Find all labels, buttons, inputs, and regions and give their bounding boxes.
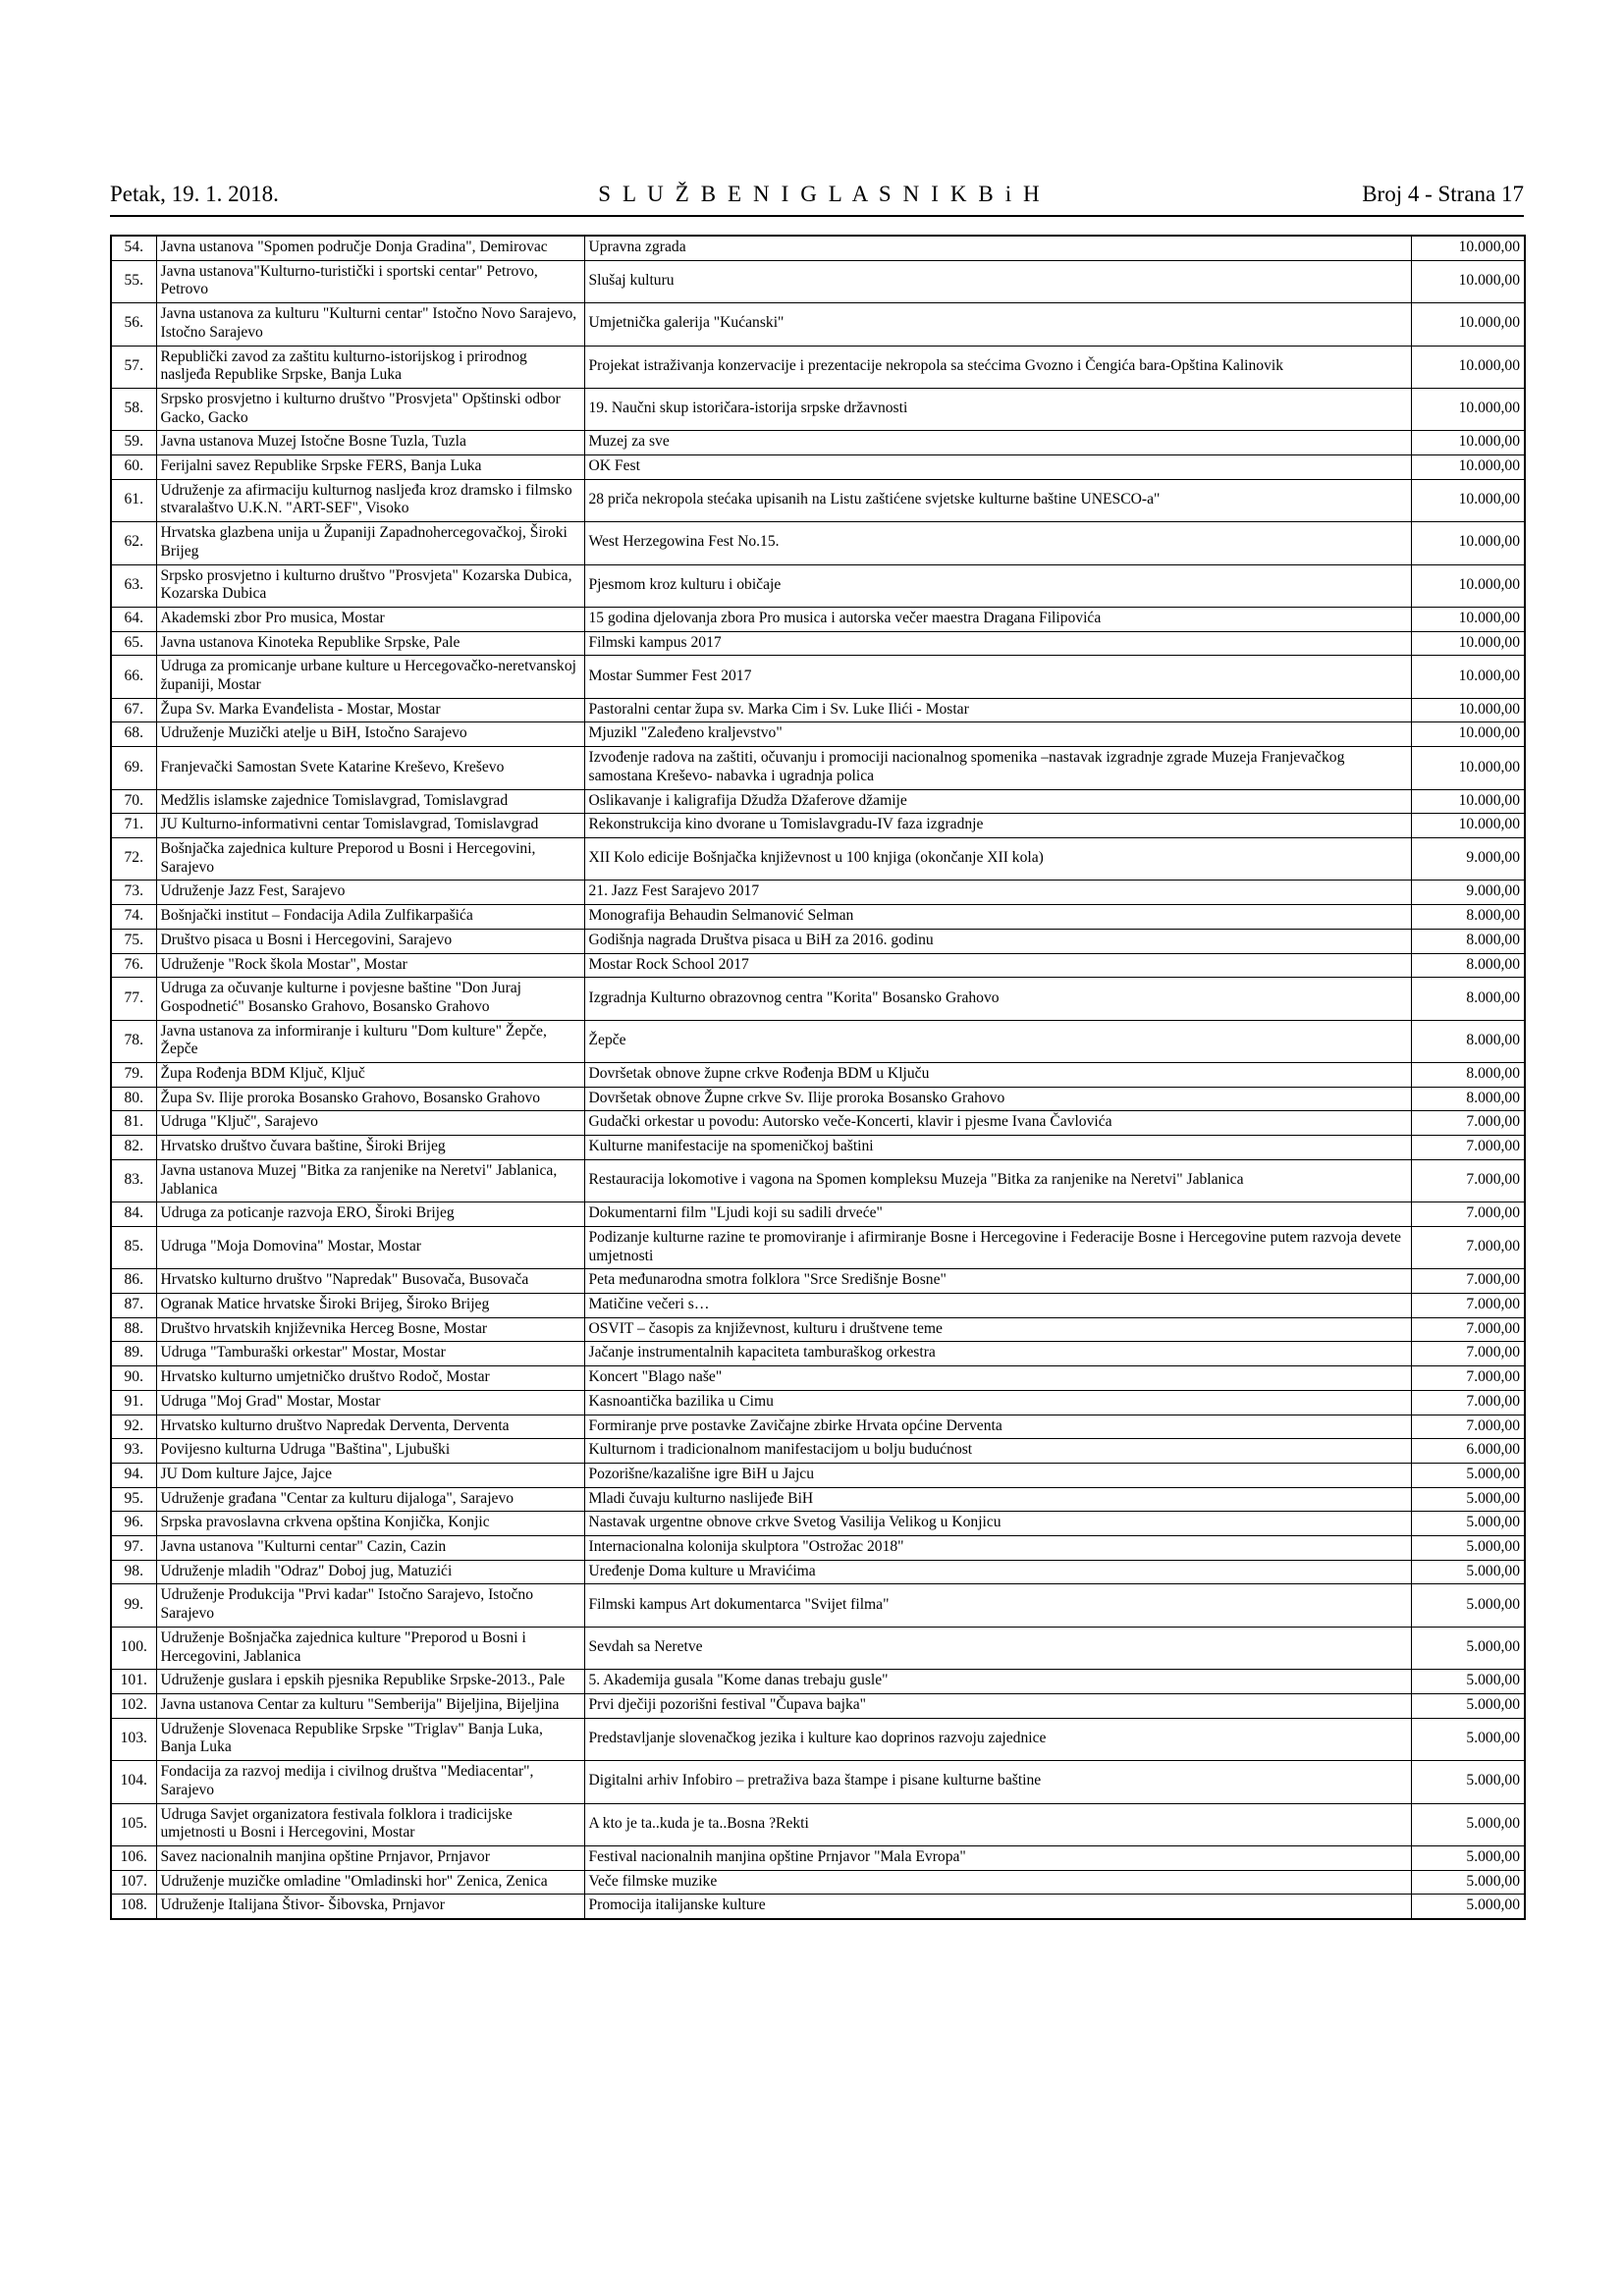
row-number-cell: 85. bbox=[111, 1226, 156, 1268]
row-number-cell: 62. bbox=[111, 522, 156, 564]
row-number-cell: 71. bbox=[111, 814, 156, 838]
row-number-cell: 56. bbox=[111, 303, 156, 346]
organization-cell: Hrvatska glazbena unija u Županiji Zapadnohercegovačkoj, Široki Brijeg bbox=[156, 522, 584, 564]
project-cell: Filmski kampus 2017 bbox=[584, 631, 1411, 656]
amount-cell: 5.000,00 bbox=[1411, 1845, 1525, 1870]
amount-cell: 8.000,00 bbox=[1411, 953, 1525, 978]
table-row bbox=[111, 905, 1525, 930]
table-row bbox=[111, 747, 1525, 789]
row-number-cell: 102. bbox=[111, 1694, 156, 1719]
table-row bbox=[111, 1870, 1525, 1895]
row-number-cell: 54. bbox=[111, 236, 156, 260]
amount-cell: 5.000,00 bbox=[1411, 1584, 1525, 1627]
amount-cell: 10.000,00 bbox=[1411, 722, 1525, 747]
table-row bbox=[111, 346, 1525, 388]
project-cell: Koncert "Blago naše" bbox=[584, 1366, 1411, 1391]
project-cell: Izvođenje radova na zaštiti, očuvanju i promociji nacionalnog spomenika –nastavak izgradnje zgrade Muzeja Franjevačkog samostana Kreševo- nabavka i ugradnja polica bbox=[584, 747, 1411, 789]
organization-cell: Hrvatsko kulturno društvo "Napredak" Busovača, Busovača bbox=[156, 1269, 584, 1294]
project-cell: Dovršetak obnove Župne crkve Sv. Ilije proroka Bosansko Grahovo bbox=[584, 1087, 1411, 1111]
amount-cell: 6.000,00 bbox=[1411, 1439, 1525, 1464]
project-cell: Filmski kampus Art dokumentarca "Svijet filma" bbox=[584, 1584, 1411, 1627]
amount-cell: 10.000,00 bbox=[1411, 522, 1525, 564]
organization-cell: Udruženje Muzički atelje u BiH, Istočno Sarajevo bbox=[156, 722, 584, 747]
project-cell: Umjetnička galerija "Kućanski" bbox=[584, 303, 1411, 346]
row-number-cell: 91. bbox=[111, 1390, 156, 1415]
row-number-cell: 105. bbox=[111, 1803, 156, 1845]
project-cell: Upravna zgrada bbox=[584, 236, 1411, 260]
table-row bbox=[111, 455, 1525, 480]
organization-cell: Društvo hrvatskih književnika Herceg Bosne, Mostar bbox=[156, 1317, 584, 1342]
project-cell: Prvi dječiji pozorišni festival "Čupava bajka" bbox=[584, 1694, 1411, 1719]
amount-cell: 7.000,00 bbox=[1411, 1294, 1525, 1318]
table-row bbox=[111, 1063, 1525, 1088]
organization-cell: Javna ustanova Centar za kulturu "Semberija" Bijeljina, Bijeljina bbox=[156, 1694, 584, 1719]
project-cell: Muzej za sve bbox=[584, 431, 1411, 455]
amount-cell: 7.000,00 bbox=[1411, 1342, 1525, 1366]
project-cell: Veče filmske muzike bbox=[584, 1870, 1411, 1895]
organization-cell: Društvo pisaca u Bosni i Hercegovini, Sarajevo bbox=[156, 929, 584, 953]
amount-cell: 5.000,00 bbox=[1411, 1895, 1525, 1919]
amount-cell: 5.000,00 bbox=[1411, 1487, 1525, 1512]
project-cell: Rekonstrukcija kino dvorane u Tomislavgradu-IV faza izgradnje bbox=[584, 814, 1411, 838]
project-cell: Uređenje Doma kulture u Mravićima bbox=[584, 1560, 1411, 1584]
row-number-cell: 96. bbox=[111, 1512, 156, 1536]
project-cell: OK Fest bbox=[584, 455, 1411, 480]
row-number-cell: 93. bbox=[111, 1439, 156, 1464]
row-number-cell: 66. bbox=[111, 656, 156, 698]
organization-cell: Udruženje za afirmaciju kulturnog nasljeđa kroz dramsko i filmsko stvaralaštvo U.K.N. "ART-SEF", Visoko bbox=[156, 479, 584, 521]
organization-cell: Udruženje Produkcija "Prvi kadar" Istočno Sarajevo, Istočno Sarajevo bbox=[156, 1584, 584, 1627]
table-row bbox=[111, 1895, 1525, 1919]
organization-cell: Srpska pravoslavna crkvena opština Konjička, Konjic bbox=[156, 1512, 584, 1536]
organization-cell: Udruga "Tamburaški orkestar" Mostar, Mostar bbox=[156, 1342, 584, 1366]
amount-cell: 10.000,00 bbox=[1411, 607, 1525, 631]
amount-cell: 7.000,00 bbox=[1411, 1390, 1525, 1415]
amount-cell: 5.000,00 bbox=[1411, 1718, 1525, 1760]
organization-cell: Franjevački Samostan Svete Katarine Kreševo, Kreševo bbox=[156, 747, 584, 789]
row-number-cell: 99. bbox=[111, 1584, 156, 1627]
header-date: Petak, 19. 1. 2018. bbox=[110, 182, 279, 206]
project-cell: 28 priča nekropola stećaka upisanih na Listu zaštićene svjetske kulturne baštine UNESCO-a" bbox=[584, 479, 1411, 521]
project-cell: 15 godina djelovanja zbora Pro musica i autorska večer maestra Dragana Filipovića bbox=[584, 607, 1411, 631]
organization-cell: Udruga za poticanje razvoja ERO, Široki Brijeg bbox=[156, 1202, 584, 1227]
organization-cell: Bošnjački institut – Fondacija Adila Zulfikarpašića bbox=[156, 905, 584, 930]
row-number-cell: 92. bbox=[111, 1415, 156, 1439]
project-cell: Pozorišne/kazališne igre BiH u Jajcu bbox=[584, 1463, 1411, 1487]
row-number-cell: 75. bbox=[111, 929, 156, 953]
table-row bbox=[111, 1342, 1525, 1366]
organization-cell: Javna ustanova "Spomen područje Donja Gradina", Demirovac bbox=[156, 236, 584, 260]
organization-cell: Udruženje guslara i epskih pjesnika Republike Srpske-2013., Pale bbox=[156, 1670, 584, 1694]
organization-cell: Akademski zbor Pro musica, Mostar bbox=[156, 607, 584, 631]
amount-cell: 10.000,00 bbox=[1411, 236, 1525, 260]
organization-cell: Javna ustanova Muzej Istočne Bosne Tuzla, Tuzla bbox=[156, 431, 584, 455]
amount-cell: 5.000,00 bbox=[1411, 1803, 1525, 1845]
row-number-cell: 98. bbox=[111, 1560, 156, 1584]
amount-cell: 7.000,00 bbox=[1411, 1136, 1525, 1160]
row-number-cell: 74. bbox=[111, 905, 156, 930]
row-number-cell: 101. bbox=[111, 1670, 156, 1694]
table-row bbox=[111, 1366, 1525, 1391]
project-cell: Digitalni arhiv Infobiro – pretraživa baza štampe i pisane kulturne baštine bbox=[584, 1761, 1411, 1803]
project-cell: Pastoralni centar župa sv. Marka Cim i Sv. Luke Ilići - Mostar bbox=[584, 698, 1411, 722]
project-cell: 19. Naučni skup istoričara-istorija srpske državnosti bbox=[584, 388, 1411, 430]
table-row bbox=[111, 607, 1525, 631]
table-row bbox=[111, 1269, 1525, 1294]
table-row bbox=[111, 1463, 1525, 1487]
row-number-cell: 59. bbox=[111, 431, 156, 455]
table-row bbox=[111, 1803, 1525, 1845]
project-cell: Sevdah sa Neretve bbox=[584, 1627, 1411, 1669]
table-row bbox=[111, 1390, 1525, 1415]
amount-cell: 9.000,00 bbox=[1411, 837, 1525, 880]
organization-cell: Udruga "Moj Grad" Mostar, Mostar bbox=[156, 1390, 584, 1415]
organization-cell: Javna ustanova "Kulturni centar" Cazin, Cazin bbox=[156, 1536, 584, 1561]
table-row bbox=[111, 631, 1525, 656]
grants-table bbox=[110, 235, 1526, 1920]
table-row bbox=[111, 303, 1525, 346]
project-cell: Mjuzikl "Zaleđeno kraljevstvo" bbox=[584, 722, 1411, 747]
table-row bbox=[111, 1202, 1525, 1227]
header-title: S L U Ž B E N I G L A S N I K B i H bbox=[598, 182, 1043, 206]
table-row bbox=[111, 1111, 1525, 1136]
amount-cell: 10.000,00 bbox=[1411, 631, 1525, 656]
amount-cell: 5.000,00 bbox=[1411, 1761, 1525, 1803]
organization-cell: Ferijalni savez Republike Srpske FERS, Banja Luka bbox=[156, 455, 584, 480]
amount-cell: 8.000,00 bbox=[1411, 905, 1525, 930]
project-cell: Mladi čuvaju kulturno naslijeđe BiH bbox=[584, 1487, 1411, 1512]
organization-cell: Hrvatsko kulturno društvo Napredak Derventa, Derventa bbox=[156, 1415, 584, 1439]
organization-cell: Župa Sv. Ilije proroka Bosansko Grahovo, Bosansko Grahovo bbox=[156, 1087, 584, 1111]
amount-cell: 8.000,00 bbox=[1411, 978, 1525, 1020]
organization-cell: Udruga za promicanje urbane kulture u Hercegovačko-neretvanskoj županiji, Mostar bbox=[156, 656, 584, 698]
amount-cell: 10.000,00 bbox=[1411, 431, 1525, 455]
amount-cell: 5.000,00 bbox=[1411, 1627, 1525, 1669]
table-row bbox=[111, 1136, 1525, 1160]
amount-cell: 5.000,00 bbox=[1411, 1512, 1525, 1536]
page-running-header bbox=[110, 182, 1524, 215]
organization-cell: Hrvatsko kulturno umjetničko društvo Rodoč, Mostar bbox=[156, 1366, 584, 1391]
organization-cell: Fondacija za razvoj medija i civilnog društva "Mediacentar", Sarajevo bbox=[156, 1761, 584, 1803]
table-row bbox=[111, 260, 1525, 302]
project-cell: Matičine večeri s… bbox=[584, 1294, 1411, 1318]
organization-cell: Udruženje "Rock škola Mostar", Mostar bbox=[156, 953, 584, 978]
table-row bbox=[111, 1627, 1525, 1669]
organization-cell: Javna ustanova Kinoteka Republike Srpske, Pale bbox=[156, 631, 584, 656]
project-cell: Mostar Rock School 2017 bbox=[584, 953, 1411, 978]
project-cell: Kulturne manifestacije na spomeničkoj baštini bbox=[584, 1136, 1411, 1160]
table-row bbox=[111, 1718, 1525, 1760]
amount-cell: 7.000,00 bbox=[1411, 1111, 1525, 1136]
organization-cell: JU Kulturno-informativni centar Tomislavgrad, Tomislavgrad bbox=[156, 814, 584, 838]
project-cell: Predstavljanje slovenačkog jezika i kulture kao doprinos razvoju zajednice bbox=[584, 1718, 1411, 1760]
organization-cell: Srpsko prosvjetno i kulturno društvo "Prosvjeta" Kozarska Dubica, Kozarska Dubica bbox=[156, 564, 584, 607]
amount-cell: 8.000,00 bbox=[1411, 1020, 1525, 1062]
amount-cell: 10.000,00 bbox=[1411, 260, 1525, 302]
table-row bbox=[111, 236, 1525, 260]
row-number-cell: 97. bbox=[111, 1536, 156, 1561]
amount-cell: 8.000,00 bbox=[1411, 929, 1525, 953]
project-cell: Žepče bbox=[584, 1020, 1411, 1062]
table-row bbox=[111, 388, 1525, 430]
amount-cell: 9.000,00 bbox=[1411, 881, 1525, 905]
organization-cell: Udruga "Ključ", Sarajevo bbox=[156, 1111, 584, 1136]
amount-cell: 5.000,00 bbox=[1411, 1536, 1525, 1561]
row-number-cell: 76. bbox=[111, 953, 156, 978]
amount-cell: 7.000,00 bbox=[1411, 1415, 1525, 1439]
row-number-cell: 68. bbox=[111, 722, 156, 747]
row-number-cell: 94. bbox=[111, 1463, 156, 1487]
organization-cell: Javna ustanova Muzej "Bitka za ranjenike na Neretvi" Jablanica, Jablanica bbox=[156, 1159, 584, 1201]
table-row bbox=[111, 814, 1525, 838]
header-divider bbox=[110, 215, 1524, 217]
amount-cell: 8.000,00 bbox=[1411, 1063, 1525, 1088]
row-number-cell: 108. bbox=[111, 1895, 156, 1919]
amount-cell: 10.000,00 bbox=[1411, 564, 1525, 607]
table-row bbox=[111, 789, 1525, 814]
amount-cell: 10.000,00 bbox=[1411, 698, 1525, 722]
organization-cell: Udruženje mladih "Odraz" Doboj jug, Matuzići bbox=[156, 1560, 584, 1584]
project-cell: Dovršetak obnove župne crkve Rođenja BDM u Ključu bbox=[584, 1063, 1411, 1088]
row-number-cell: 90. bbox=[111, 1366, 156, 1391]
row-number-cell: 81. bbox=[111, 1111, 156, 1136]
row-number-cell: 87. bbox=[111, 1294, 156, 1318]
document-page bbox=[110, 182, 1524, 1920]
project-cell: Oslikavanje i kaligrafija Džudža Džaferove džamije bbox=[584, 789, 1411, 814]
table-row bbox=[111, 1020, 1525, 1062]
table-row bbox=[111, 1512, 1525, 1536]
amount-cell: 5.000,00 bbox=[1411, 1670, 1525, 1694]
row-number-cell: 60. bbox=[111, 455, 156, 480]
row-number-cell: 70. bbox=[111, 789, 156, 814]
amount-cell: 7.000,00 bbox=[1411, 1269, 1525, 1294]
row-number-cell: 88. bbox=[111, 1317, 156, 1342]
organization-cell: Bošnjačka zajednica kulture Preporod u Bosni i Hercegovini, Sarajevo bbox=[156, 837, 584, 880]
table-row bbox=[111, 1159, 1525, 1201]
project-cell: Podizanje kulturne razine te promoviranje i afirmiranje Bosne i Hercegovine i Federacije Bosne i Hercegovine putem razvoja devete umjetnosti bbox=[584, 1226, 1411, 1268]
project-cell: Mostar Summer Fest 2017 bbox=[584, 656, 1411, 698]
table-row bbox=[111, 929, 1525, 953]
organization-cell: Republički zavod za zaštitu kulturno-istorijskog i prirodnog nasljeđa Republike Srpske, Banja Luka bbox=[156, 346, 584, 388]
table-row bbox=[111, 1845, 1525, 1870]
row-number-cell: 83. bbox=[111, 1159, 156, 1201]
amount-cell: 10.000,00 bbox=[1411, 789, 1525, 814]
organization-cell: Srpsko prosvjetno i kulturno društvo "Prosvjeta" Opštinski odbor Gacko, Gacko bbox=[156, 388, 584, 430]
amount-cell: 10.000,00 bbox=[1411, 814, 1525, 838]
amount-cell: 10.000,00 bbox=[1411, 455, 1525, 480]
amount-cell: 5.000,00 bbox=[1411, 1694, 1525, 1719]
row-number-cell: 82. bbox=[111, 1136, 156, 1160]
organization-cell: Savez nacionalnih manjina opštine Prnjavor, Prnjavor bbox=[156, 1845, 584, 1870]
organization-cell: Udruženje muzičke omladine "Omladinski hor" Zenica, Zenica bbox=[156, 1870, 584, 1895]
organization-cell: Župa Rođenja BDM Ključ, Ključ bbox=[156, 1063, 584, 1088]
table-row bbox=[111, 837, 1525, 880]
amount-cell: 8.000,00 bbox=[1411, 1087, 1525, 1111]
row-number-cell: 106. bbox=[111, 1845, 156, 1870]
amount-cell: 10.000,00 bbox=[1411, 479, 1525, 521]
row-number-cell: 107. bbox=[111, 1870, 156, 1895]
row-number-cell: 78. bbox=[111, 1020, 156, 1062]
table-row bbox=[111, 522, 1525, 564]
amount-cell: 7.000,00 bbox=[1411, 1202, 1525, 1227]
project-cell: Izgradnja Kulturno obrazovnog centra "Korita" Bosansko Grahovo bbox=[584, 978, 1411, 1020]
table-row bbox=[111, 881, 1525, 905]
organization-cell: Udruga "Moja Domovina" Mostar, Mostar bbox=[156, 1226, 584, 1268]
project-cell: Internacionalna kolonija skulptora "Ostrožac 2018" bbox=[584, 1536, 1411, 1561]
organization-cell: Udruga za očuvanje kulturne i povjesne baštine "Don Juraj Gospodnetić" Bosansko Grahovo, Bosansko Grahovo bbox=[156, 978, 584, 1020]
organization-cell: Ogranak Matice hrvatske Široki Brijeg, Široko Brijeg bbox=[156, 1294, 584, 1318]
table-row bbox=[111, 1087, 1525, 1111]
table-row bbox=[111, 722, 1525, 747]
table-row bbox=[111, 1584, 1525, 1627]
row-number-cell: 79. bbox=[111, 1063, 156, 1088]
organization-cell: Povijesno kulturna Udruga "Baština", Ljubuški bbox=[156, 1439, 584, 1464]
table-row bbox=[111, 1415, 1525, 1439]
organization-cell: Javna ustanova"Kulturno-turistički i sportski centar" Petrovo, Petrovo bbox=[156, 260, 584, 302]
row-number-cell: 69. bbox=[111, 747, 156, 789]
table-row bbox=[111, 978, 1525, 1020]
table-row bbox=[111, 1694, 1525, 1719]
row-number-cell: 103. bbox=[111, 1718, 156, 1760]
organization-cell: Udruženje građana "Centar za kulturu dijaloga", Sarajevo bbox=[156, 1487, 584, 1512]
row-number-cell: 89. bbox=[111, 1342, 156, 1366]
project-cell: OSVIT – časopis za književnost, kulturu i društvene teme bbox=[584, 1317, 1411, 1342]
row-number-cell: 61. bbox=[111, 479, 156, 521]
row-number-cell: 104. bbox=[111, 1761, 156, 1803]
amount-cell: 10.000,00 bbox=[1411, 346, 1525, 388]
project-cell: Godišnja nagrada Društva pisaca u BiH za 2016. godinu bbox=[584, 929, 1411, 953]
amount-cell: 10.000,00 bbox=[1411, 303, 1525, 346]
project-cell: Projekat istraživanja konzervacije i prezentacije nekropola sa stećcima Gvozno i Čengića bara-Opština Kalinovik bbox=[584, 346, 1411, 388]
table-row bbox=[111, 1536, 1525, 1561]
header-page-label: Broj 4 - Strana 17 bbox=[1362, 182, 1524, 206]
organization-cell: Udruženje Bošnjačka zajednica kulture "Preporod u Bosni i Hercegovini, Jablanica bbox=[156, 1627, 584, 1669]
amount-cell: 5.000,00 bbox=[1411, 1870, 1525, 1895]
table-row bbox=[111, 1670, 1525, 1694]
row-number-cell: 64. bbox=[111, 607, 156, 631]
project-cell: A kto je ta..kuda je ta..Bosna ?Rekti bbox=[584, 1803, 1411, 1845]
row-number-cell: 80. bbox=[111, 1087, 156, 1111]
organization-cell: Udruženje Slovenaca Republike Srpske "Triglav" Banja Luka, Banja Luka bbox=[156, 1718, 584, 1760]
project-cell: Peta međunarodna smotra folklora "Srce Središnje Bosne" bbox=[584, 1269, 1411, 1294]
organization-cell: Udruženje Jazz Fest, Sarajevo bbox=[156, 881, 584, 905]
table-row bbox=[111, 1226, 1525, 1268]
table-row bbox=[111, 1439, 1525, 1464]
row-number-cell: 57. bbox=[111, 346, 156, 388]
row-number-cell: 73. bbox=[111, 881, 156, 905]
amount-cell: 7.000,00 bbox=[1411, 1366, 1525, 1391]
organization-cell: Medžlis islamske zajednice Tomislavgrad, Tomislavgrad bbox=[156, 789, 584, 814]
project-cell: Jačanje instrumentalnih kapaciteta tamburaškog orkestra bbox=[584, 1342, 1411, 1366]
project-cell: Dokumentarni film "Ljudi koji su sadili drveće" bbox=[584, 1202, 1411, 1227]
table-row bbox=[111, 1487, 1525, 1512]
row-number-cell: 77. bbox=[111, 978, 156, 1020]
table-row bbox=[111, 953, 1525, 978]
amount-cell: 7.000,00 bbox=[1411, 1317, 1525, 1342]
project-cell: Promocija italijanske kulture bbox=[584, 1895, 1411, 1919]
project-cell: West Herzegowina Fest No.15. bbox=[584, 522, 1411, 564]
project-cell: 21. Jazz Fest Sarajevo 2017 bbox=[584, 881, 1411, 905]
table-row bbox=[111, 1761, 1525, 1803]
project-cell: Kasnoantička bazilika u Cimu bbox=[584, 1390, 1411, 1415]
amount-cell: 7.000,00 bbox=[1411, 1226, 1525, 1268]
row-number-cell: 65. bbox=[111, 631, 156, 656]
organization-cell: Župa Sv. Marka Evanđelista - Mostar, Mostar bbox=[156, 698, 584, 722]
table-row bbox=[111, 656, 1525, 698]
amount-cell: 5.000,00 bbox=[1411, 1463, 1525, 1487]
project-cell: Pjesmom kroz kulturu i običaje bbox=[584, 564, 1411, 607]
row-number-cell: 100. bbox=[111, 1627, 156, 1669]
organization-cell: Hrvatsko društvo čuvara baštine, Široki Brijeg bbox=[156, 1136, 584, 1160]
table-row bbox=[111, 431, 1525, 455]
table-row bbox=[111, 564, 1525, 607]
project-cell: Festival nacionalnih manjina opštine Prnjavor "Mala Evropa" bbox=[584, 1845, 1411, 1870]
project-cell: Kulturnom i tradicionalnom manifestacijom u bolju budućnost bbox=[584, 1439, 1411, 1464]
project-cell: Monografija Behaudin Selmanović Selman bbox=[584, 905, 1411, 930]
amount-cell: 5.000,00 bbox=[1411, 1560, 1525, 1584]
project-cell: Slušaj kulturu bbox=[584, 260, 1411, 302]
row-number-cell: 63. bbox=[111, 564, 156, 607]
amount-cell: 7.000,00 bbox=[1411, 1159, 1525, 1201]
organization-cell: Udruga Savjet organizatora festivala folklora i tradicijske umjetnosti u Bosni i Hercegovini, Mostar bbox=[156, 1803, 584, 1845]
project-cell: Nastavak urgentne obnove crkve Svetog Vasilija Velikog u Konjicu bbox=[584, 1512, 1411, 1536]
organization-cell: Javna ustanova za kulturu "Kulturni centar" Istočno Novo Sarajevo, Istočno Sarajevo bbox=[156, 303, 584, 346]
row-number-cell: 67. bbox=[111, 698, 156, 722]
amount-cell: 10.000,00 bbox=[1411, 388, 1525, 430]
table-row bbox=[111, 1294, 1525, 1318]
project-cell: XII Kolo edicije Bošnjačka književnost u 100 knjiga (okončanje XII kola) bbox=[584, 837, 1411, 880]
table-row bbox=[111, 1317, 1525, 1342]
row-number-cell: 55. bbox=[111, 260, 156, 302]
project-cell: Gudački orkestar u povodu: Autorsko veče-Koncerti, klavir i pjesme Ivana Čavlovića bbox=[584, 1111, 1411, 1136]
organization-cell: Udruženje Italijana Štivor- Šibovska, Prnjavor bbox=[156, 1895, 584, 1919]
table-row bbox=[111, 479, 1525, 521]
row-number-cell: 84. bbox=[111, 1202, 156, 1227]
row-number-cell: 72. bbox=[111, 837, 156, 880]
row-number-cell: 86. bbox=[111, 1269, 156, 1294]
table-row bbox=[111, 1560, 1525, 1584]
organization-cell: JU Dom kulture Jajce, Jajce bbox=[156, 1463, 584, 1487]
table-row bbox=[111, 698, 1525, 722]
project-cell: 5. Akademija gusala "Kome danas trebaju gusle" bbox=[584, 1670, 1411, 1694]
project-cell: Formiranje prve postavke Zavičajne zbirke Hrvata općine Derventa bbox=[584, 1415, 1411, 1439]
row-number-cell: 95. bbox=[111, 1487, 156, 1512]
row-number-cell: 58. bbox=[111, 388, 156, 430]
amount-cell: 10.000,00 bbox=[1411, 747, 1525, 789]
project-cell: Restauracija lokomotive i vagona na Spomen kompleksu Muzeja "Bitka za ranjenike na Neretvi" Jablanica bbox=[584, 1159, 1411, 1201]
amount-cell: 10.000,00 bbox=[1411, 656, 1525, 698]
organization-cell: Javna ustanova za informiranje i kulturu "Dom kulture" Žepče, Žepče bbox=[156, 1020, 584, 1062]
